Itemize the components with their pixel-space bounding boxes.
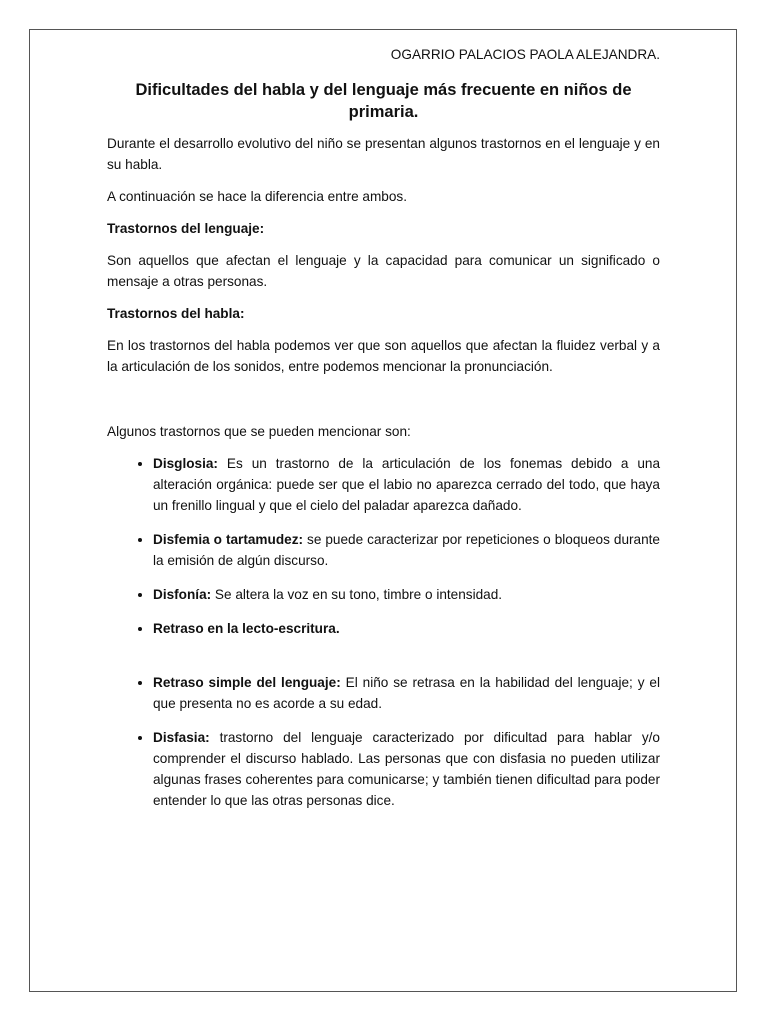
list-item-disglosia (153, 453, 660, 516)
intro-paragraph: Durante el desarrollo evolutivo del niño se presentan algunos trastornos en el lenguaje y en su habla. (107, 136, 660, 172)
list-item-lecto-escritura (153, 618, 660, 639)
list-item-term: Disfonía: (153, 587, 212, 602)
list-item-term: Retraso en la lecto-escritura. (153, 621, 340, 636)
list-item-term: Retraso simple del lenguaje: (153, 675, 341, 690)
list-item-retraso-simple (153, 672, 660, 714)
list-item-term: Disfemia o tartamudez: (153, 532, 304, 547)
document-body (107, 44, 660, 824)
document-title: Dificultades del habla y del lenguaje más frecuente en niños de primaria. (135, 81, 632, 121)
disorders-list (107, 453, 660, 811)
list-item-text: Es un trastorno de la articulación de los fonemas debido a una alteración orgánica: puede ser que el labio no aparezca cerrado del todo, que haya un frenillo lingual y que el cielo del paladar aparezca dañado. (153, 456, 660, 513)
list-item-text: trastorno del lenguaje caracterizado por dificultad para hablar y/o comprender el discurso hablado. Las personas que con disfasia no pueden utilizar algunas frases coherentes para comunicarse; y también tienen dificultad para poder entender lo que las otras personas dice. (153, 730, 660, 808)
section-body-habla: En los trastornos del habla podemos ver que son aquellos que afectan la fluidez verbal y a la articulación de los sonidos, entre podemos mencionar la pronunciación. (107, 338, 660, 374)
list-intro: Algunos trastornos que se pueden mencionar son: (107, 424, 411, 439)
list-item-term: Disglosia: (153, 456, 218, 471)
list-item-text: El niño se retrasa en la habilidad del lenguaje; y el que presenta no es acorde a su edad. (153, 675, 660, 711)
list-item-text: se puede caracterizar por repeticiones o bloqueos durante la emisión de algún discurso. (153, 532, 660, 568)
section-heading-lenguaje: Trastornos del lenguaje: (107, 221, 265, 236)
list-item-text: Se altera la voz en su tono, timbre o intensidad. (211, 587, 503, 602)
section-body-lenguaje: Son aquellos que afectan el lenguaje y la capacidad para comunicar un significado o mensaje a otras personas. (107, 253, 660, 289)
blank-line (107, 388, 660, 421)
list-item-disfasia (153, 727, 660, 811)
section-heading-habla: Trastornos del habla: (107, 306, 245, 321)
list-item-disfemia (153, 529, 660, 571)
author-name: OGARRIO PALACIOS PAOLA ALEJANDRA. (390, 47, 660, 62)
intro-paragraph: A continuación se hace la diferencia entre ambos. (107, 189, 408, 204)
list-item-disfonia (153, 584, 660, 605)
list-item-term: Disfasia: (153, 730, 210, 745)
